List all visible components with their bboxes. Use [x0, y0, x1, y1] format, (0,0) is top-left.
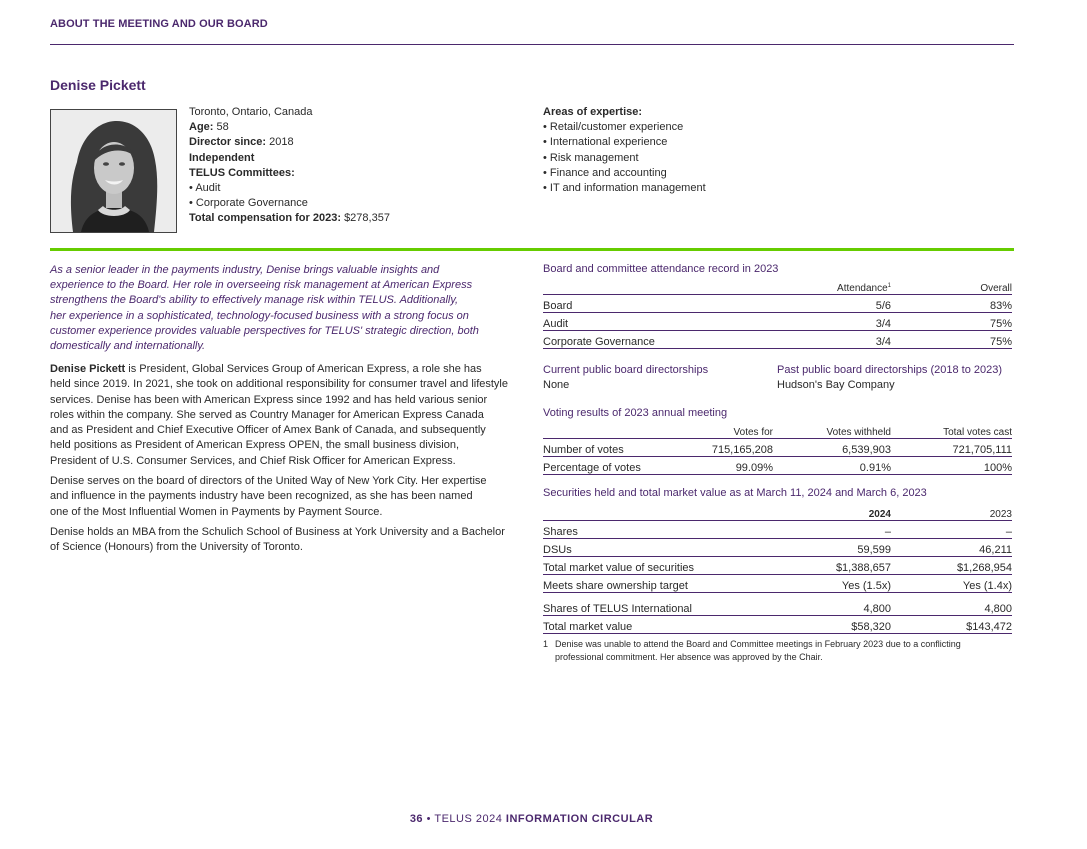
expertise-item: • IT and information management: [543, 182, 706, 195]
director-since-label: Director since:: [189, 136, 267, 149]
securities-table: [543, 506, 1012, 593]
votes-total-header: Total votes cast: [891, 424, 1012, 439]
votes-for-header: Votes for: [655, 424, 773, 439]
table-row: Shares – –: [543, 521, 1012, 539]
voting-table: [543, 424, 1012, 475]
table-row: Audit 3/4 75%: [543, 313, 1012, 331]
securities-title: Securities held and total market value as at March 11, 2024 and March 6, 2023: [543, 487, 927, 499]
bio-paragraph: Denise serves on the board of directors of the United Way of New York City. Her expertise and influence in the payments industry have been recognized, as she has been named one of the Most Influential Women in Payments by Payment Source.: [50, 475, 487, 518]
director-since-value: 2018: [269, 136, 294, 149]
header-rule: [50, 44, 1014, 45]
biography: [50, 362, 520, 561]
age-value: 58: [216, 121, 229, 134]
table-row: DSUs 59,599 46,211: [543, 539, 1012, 557]
independence-status: Independent: [189, 151, 255, 164]
attendance-col-header: Attendance$^1$: [793, 280, 891, 295]
director-since: [189, 135, 390, 150]
table-row: Board 5/6 83%: [543, 295, 1012, 313]
footer-bullet: •: [426, 813, 431, 825]
expertise-item: • International experience: [543, 136, 668, 149]
expertise-title: Areas of expertise:: [543, 106, 643, 118]
page-footer: [0, 813, 1063, 825]
table-row: Meets share ownership target Yes (1.5x) Yes (1.4x): [543, 575, 1012, 593]
bio-paragraph: Denise holds an MBA from the Schulich School of Business at York University and a Bachelor of Science (Honours) from the University of Toronto.: [50, 525, 505, 554]
committee-item: • Corporate Governance: [189, 197, 308, 210]
compensation-value: $278,357: [344, 212, 390, 225]
current-directorships-value: None: [543, 379, 570, 391]
past-directorships-title: Past public board directorships (2018 to 2023): [777, 364, 1003, 376]
compensation-label: Total compensation for 2023:: [189, 212, 341, 225]
footnote: 1 Denise was unable to attend the Board and Committee meetings in February 2023 due to a conflicting professional commitment. Her absence was approved by the Chair.: [543, 639, 961, 662]
expertise-item: • Risk management: [543, 151, 639, 164]
page-number: 36: [409, 813, 424, 825]
age: [189, 120, 390, 135]
bio-paragraph: Denise Pickett is President, Global Services Group of American Express, a role she has held since 2019. In 2021, she took on additional responsibility for consumer travel and lifestyle services. Denise has been with American Express since 1992 and has held various senior roles within the company. She served as Country Manager for American Express Canada and as President and Chief Executive Officer of Amex Bank of Canada, and subsequently held positions as President of American Express OPEN, the small business division, President of U.S. Consumer Services, and Chief Risk Officer for American Express.: [50, 363, 508, 467]
expertise-list: [543, 105, 706, 196]
director-photo: [50, 109, 177, 233]
table-row: Number of votes 715,165,208 6,539,903 721,705,111: [543, 439, 1012, 457]
section-divider: [50, 248, 1014, 251]
attendance-title: Board and committee attendance record in 2023: [543, 263, 779, 275]
table-row: Percentage of votes 99.09% 0.91% 100%: [543, 457, 1012, 475]
year-2024-header: 2024: [773, 506, 891, 521]
age-label: Age:: [189, 121, 214, 134]
committee-item: • Audit: [189, 182, 221, 195]
compensation: [189, 211, 390, 226]
footer-doc-title: INFORMATION CIRCULAR: [505, 813, 654, 825]
committees-label: TELUS Committees:: [189, 166, 295, 179]
footer-company: TELUS 2024: [434, 813, 503, 825]
intro-quote: As a senior leader in the payments industry, Denise brings valuable insights and experience to the Board. Her role in overseeing risk management at American Express strengthens the Board's ability to effectively manage risk within TELUS. Additionally, her experience in a sophisticated, technology-focused business with a strong focus on customer experience provides valuable perspectives for TELUS' strategic direction, both domestically and internationally.: [50, 264, 479, 353]
attendance-table: [543, 280, 1012, 349]
table-row: Total market value of securities $1,388,657 $1,268,954: [543, 557, 1012, 575]
expertise-item: • Retail/customer experience: [543, 121, 684, 134]
voting-title: Voting results of 2023 annual meeting: [543, 407, 728, 419]
table-row: Corporate Governance 3/4 75%: [543, 331, 1012, 349]
past-directorships-value: Hudson's Bay Company: [777, 379, 895, 391]
year-2023-header: 2023: [891, 506, 1012, 521]
director-name: Denise Pickett: [50, 77, 146, 93]
current-directorships-title: Current public board directorships: [543, 364, 709, 376]
portrait-image: [51, 110, 176, 232]
votes-withheld-header: Votes withheld: [773, 424, 891, 439]
table-row: Shares of TELUS International 4,800 4,800: [543, 598, 1012, 616]
expertise-item: • Finance and accounting: [543, 166, 667, 179]
location: Toronto, Ontario, Canada: [189, 106, 313, 118]
section-header: ABOUT THE MEETING AND OUR BOARD: [50, 18, 268, 30]
footnote-number: 1: [543, 639, 549, 649]
overall-col-header: Overall: [891, 280, 1012, 295]
table-row: Total market value $58,320 $143,472: [543, 616, 1012, 634]
international-securities-table: [543, 598, 1012, 634]
director-profile: [189, 105, 390, 227]
